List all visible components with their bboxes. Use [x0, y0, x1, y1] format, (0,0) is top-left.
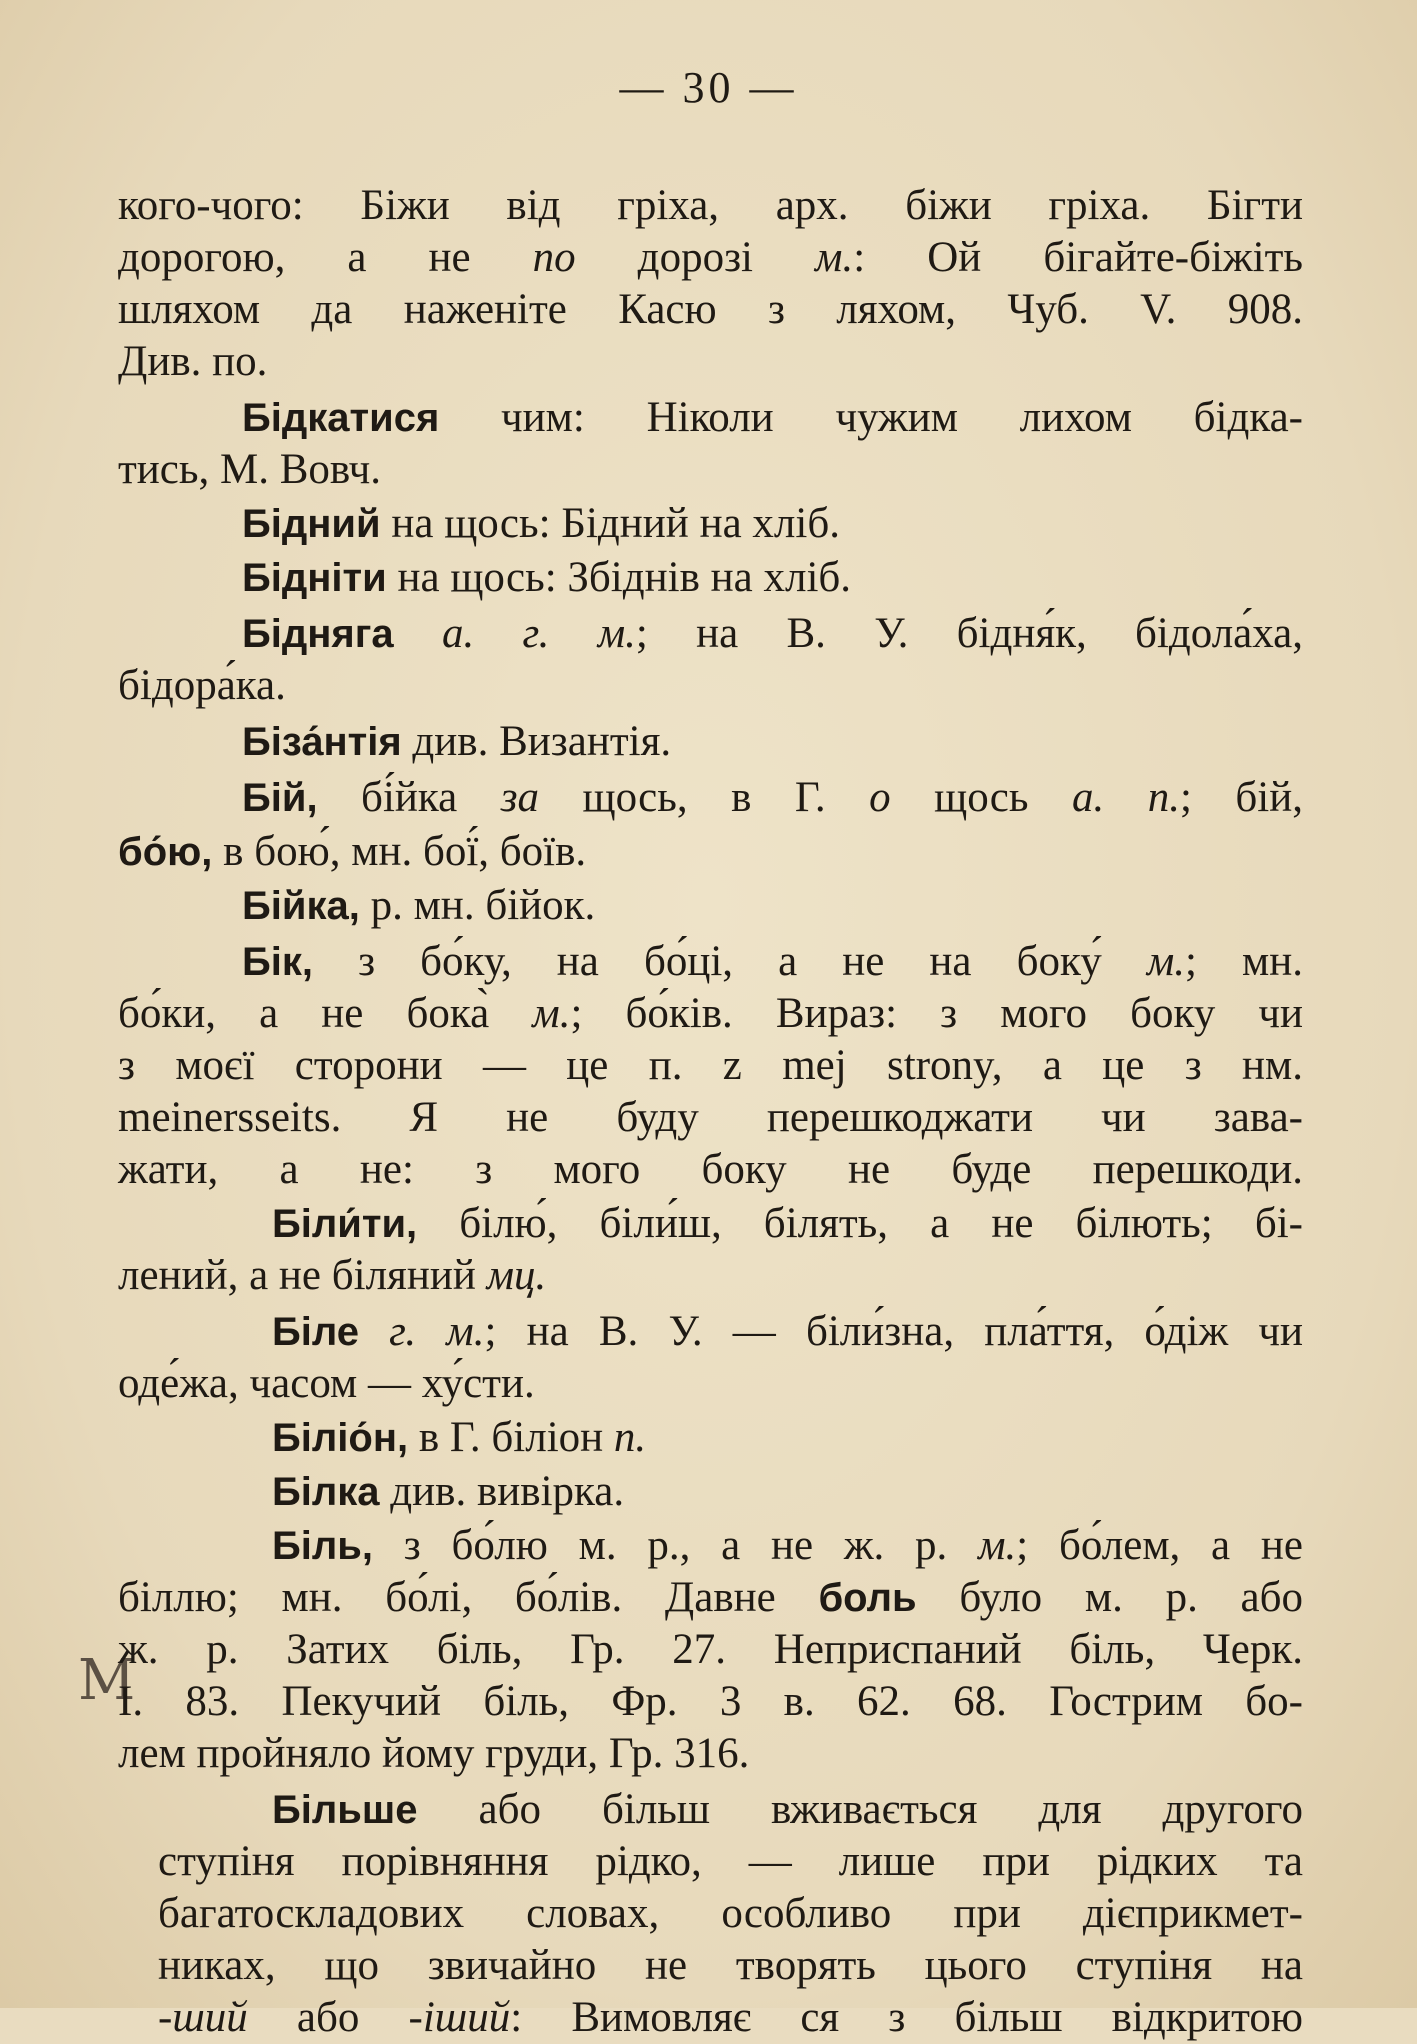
text-line	[158, 1888, 1303, 1940]
text-line	[118, 1358, 1303, 1410]
text-line	[118, 608, 1303, 660]
text-segment: тись, М. Вовч.	[118, 446, 381, 493]
italic-abbrev: мц.	[486, 1252, 547, 1299]
text-line	[118, 660, 1303, 712]
italic-abbrev: м.	[815, 234, 854, 281]
text-line	[118, 1144, 1303, 1196]
text-line	[118, 444, 1303, 496]
italic-abbrev: а. п.	[1071, 774, 1180, 821]
text-segment: білю́, біли́ш, білять, а не білють; бі-	[417, 1200, 1303, 1247]
text-segment: шляхом да наженіте Касю з ляхом, Чуб. V. 908.	[118, 286, 1303, 333]
text-line	[118, 284, 1303, 336]
text-line	[118, 1784, 1303, 1836]
text-segment: в бою́, мн. бої́, боїв.	[212, 828, 587, 875]
italic-abbrev: а. г. м.	[441, 610, 636, 657]
text-segment: чим: Ніколи чужим лихом бідка-	[439, 394, 1303, 441]
text-segment	[394, 610, 442, 657]
text-segment: Див. по.	[118, 338, 268, 385]
text-line	[118, 880, 1303, 932]
text-segment	[359, 1308, 389, 1355]
headword: Більше	[272, 1788, 418, 1832]
text-segment: з бо́ку, на бо́ці, а не на боку́	[313, 938, 1147, 985]
headword: Бідніти	[242, 556, 387, 600]
text-segment: ; на В. У. бідня́к, бідола́ха,	[635, 610, 1304, 657]
text-segment: оде́жа, часом — ху́сти.	[118, 1360, 535, 1407]
text-segment: лений, а не біляний	[118, 1252, 487, 1299]
text-segment: : Вимовляє ся з більш відкритою	[510, 1994, 1303, 2041]
text-segment: було м. р. або	[916, 1574, 1304, 1621]
text-line	[118, 1728, 1303, 1780]
headword: Бідний	[242, 502, 381, 546]
text-line	[118, 1092, 1303, 1144]
italic-abbrev: м.	[978, 1522, 1017, 1569]
headword: Біли́ти,	[272, 1202, 418, 1246]
text-segment: р. мн. бійок.	[359, 882, 596, 929]
text-line	[118, 1250, 1303, 1302]
text-segment: дорозі	[575, 234, 816, 281]
text-segment: див. Византія.	[401, 718, 672, 765]
text-segment: ж. р. Затих біль, Гр. 27. Неприспаний біль, Черк.	[118, 1626, 1303, 1673]
italic-abbrev: по	[532, 234, 576, 281]
italic-abbrev: п.	[613, 1414, 647, 1461]
text-line	[158, 1836, 1303, 1888]
text-line	[118, 988, 1303, 1040]
text-segment: з бо́лю м. р., а не ж. р.	[372, 1522, 979, 1569]
text-line	[118, 1306, 1303, 1358]
italic-abbrev: м.	[532, 990, 571, 1037]
text-line	[118, 498, 1303, 550]
text-segment: I. 83. Пекучий біль, Фр. 3 в. 62. 68. Гострим бо-	[118, 1678, 1303, 1725]
text-segment: щось, в Г.	[539, 774, 870, 821]
text-segment: никах, що звичайно не творять цього ступіня на	[158, 1942, 1303, 1989]
text-line	[118, 1624, 1303, 1676]
text-line	[118, 1466, 1303, 1518]
headword: бо́ю,	[118, 830, 213, 874]
text-segment: : Ой бігайте-біжіть	[853, 234, 1303, 281]
text-segment: або більш вживається для другого	[417, 1786, 1303, 1833]
text-segment: дорогою, а не	[118, 234, 533, 281]
text-segment: meinersseits. Я не буду перешкоджати чи зава-	[118, 1094, 1303, 1141]
text-line	[118, 232, 1303, 284]
text-line	[118, 336, 1303, 388]
text-segment: багатоскладових словах, особливо при дієприкмет-	[158, 1890, 1303, 1937]
text-line	[118, 1040, 1303, 1092]
text-line	[118, 1198, 1303, 1250]
italic-abbrev: -ший	[158, 1994, 248, 2041]
text-line	[118, 772, 1303, 824]
text-segment: бі́йка	[317, 774, 501, 821]
headword: Бідкатися	[242, 396, 440, 440]
headword: Біліо́н,	[272, 1416, 409, 1460]
text-segment: на щось: Збіднів на хліб.	[386, 554, 852, 601]
italic-abbrev: г. м.	[389, 1308, 485, 1355]
headword: боль	[818, 1576, 917, 1620]
text-segment: щось	[890, 774, 1072, 821]
text-segment: бідора́ка.	[118, 662, 286, 709]
text-segment: біллю; мн. бо́лі, бо́лів. Давне	[118, 1574, 819, 1621]
italic-abbrev: м.	[1146, 938, 1186, 985]
text-line	[118, 1412, 1303, 1464]
headword: Бік,	[242, 940, 313, 984]
headword: Біза́нтія	[242, 720, 402, 764]
text-segment: на щось: Бідний на хліб.	[380, 500, 840, 547]
italic-abbrev: -іший	[408, 1994, 511, 2041]
headword: Біль,	[272, 1524, 373, 1568]
text-line	[118, 826, 1303, 878]
text-segment: ; бій,	[1179, 774, 1303, 821]
margin-handwritten-mark: М	[78, 1648, 136, 1713]
italic-abbrev: за	[500, 774, 539, 821]
text-segment: лем пройняло йому груди, Гр. 316.	[118, 1730, 750, 1777]
italic-abbrev: о	[869, 774, 891, 821]
text-segment: кого-чого: Біжи від гріха, арх. біжи гріха. Бігти	[118, 182, 1303, 229]
text-line	[118, 180, 1303, 232]
text-line	[118, 936, 1303, 988]
headword: Бідняга	[242, 612, 394, 656]
page-number: — 30 —	[619, 63, 798, 112]
text-line	[118, 1572, 1303, 1624]
text-segment: в Г. біліон	[408, 1414, 614, 1461]
text-line	[158, 1992, 1303, 2044]
text-segment: з моєї сторони — це п. z mej strony, а це з нм.	[118, 1042, 1303, 1089]
text-line	[118, 1676, 1303, 1728]
text-line	[118, 392, 1303, 444]
headword: Бій,	[242, 776, 318, 820]
text-segment: ; бо́лем, а не	[1016, 1522, 1303, 1569]
text-segment: ступіня порівняння рідко, — лише при рідких та	[158, 1838, 1303, 1885]
text-segment: жати, а не: з мого боку не буде перешкоди.	[118, 1146, 1303, 1193]
text-segment: ; на В. У. — біли́зна, пла́ття, о́діж чи	[484, 1308, 1304, 1355]
text-segment: бо́ки, а не бока̀	[118, 990, 533, 1037]
text-segment: або	[247, 1994, 409, 2041]
text-line	[118, 716, 1303, 768]
text-line	[118, 552, 1303, 604]
text-segment: ; мн.	[1185, 938, 1304, 985]
headword: Білка	[272, 1470, 380, 1514]
text-segment: ; бо́ків. Вираз: з мого боку чи	[570, 990, 1303, 1037]
headword: Біле	[272, 1310, 359, 1354]
text-segment: див. вивірка.	[379, 1468, 625, 1515]
text-line	[118, 1520, 1303, 1572]
text-line	[158, 1940, 1303, 1992]
headword: Бійка,	[242, 884, 360, 928]
